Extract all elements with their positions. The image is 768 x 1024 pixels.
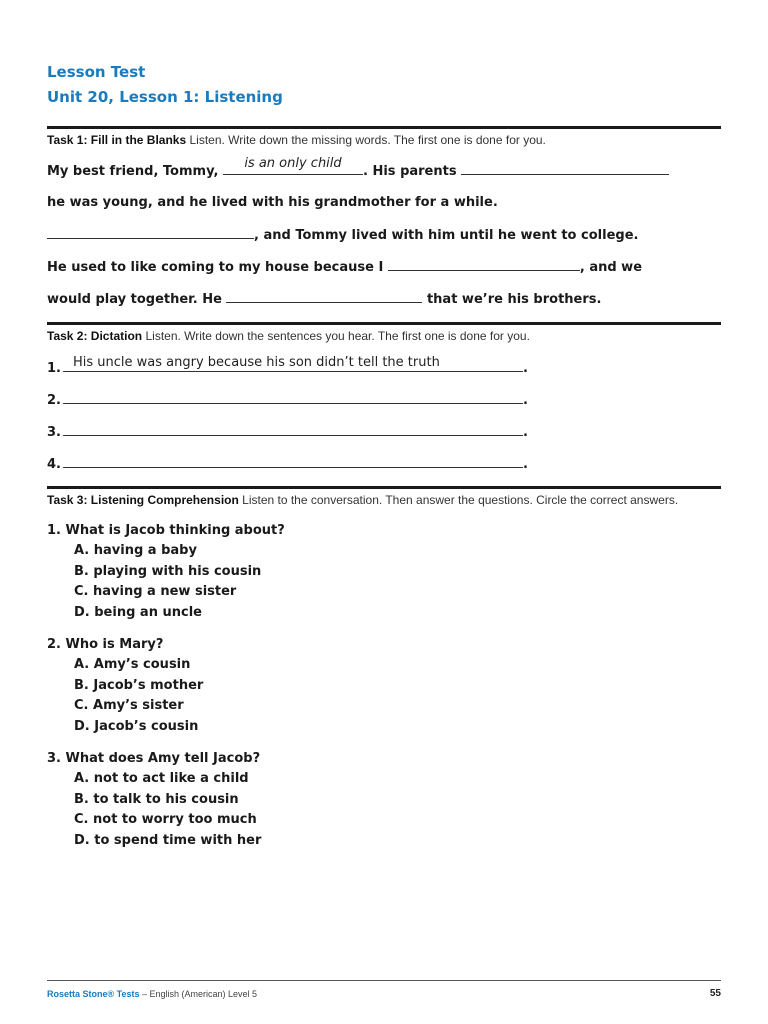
answer-option[interactable]: D. Jacob’s cousin [74,718,199,734]
answer-option[interactable]: A. having a baby [74,543,197,558]
answer-option[interactable]: A. Amy’s cousin [74,657,191,672]
question-3 [47,748,261,851]
task1-line-4: He used to like coming to my house because I , and we [47,257,642,277]
section-divider [47,486,721,489]
question-1 [47,520,285,623]
section-divider [47,322,721,325]
question-stem: 2. Who is Mary? [47,637,164,652]
task2-instruction [47,329,530,343]
task2-text: Listen. Write down the sentences you hear. The first one is done for you. [142,329,530,343]
task1-line-5: would play together. He that we’re his brothers. [47,289,601,309]
answer-option[interactable]: C. not to worry too much [74,812,257,827]
answer-option[interactable]: D. to spend time with her [74,832,262,848]
task1-instruction [47,133,546,147]
blank-3[interactable] [47,225,254,239]
dictation-line[interactable] [63,390,523,404]
answer-option[interactable]: A. not to act like a child [74,771,249,786]
footer [47,989,257,999]
task1-line-1: My best friend, Tommy, is an only child . His parents [47,161,669,181]
dictation-line[interactable] [63,454,523,468]
task1-label: Task 1: Fill in the Blanks [47,133,187,147]
question-stem: 1. What is Jacob thinking about? [47,523,285,538]
answer-option[interactable]: C. Amy’s sister [74,698,184,713]
blank-5[interactable] [226,289,422,303]
question-stem: 3. What does Amy tell Jacob? [47,751,261,766]
dictation-line[interactable] [63,422,523,436]
blank-2[interactable] [461,161,669,175]
footer-brand: Rosetta Stone® Tests [47,989,140,999]
answer-option[interactable]: C. having a new sister [74,584,237,599]
handwritten-answer: His uncle was angry because his son didn’t tell the truth [73,355,440,370]
blank-1[interactable] [223,156,363,175]
answer-option[interactable]: B. to talk to his cousin [74,791,239,807]
dictation-item: 1. His uncle was angry because his son didn’t tell the truth . [47,355,528,376]
task2-label: Task 2: Dictation [47,329,143,343]
answer-option[interactable]: B. Jacob’s mother [74,677,204,693]
answer-option[interactable]: D. being an uncle [74,604,202,620]
task1-line-2: he was young, and he lived with his grandmother for a while. [47,195,498,210]
page-number: 55 [709,988,721,999]
dictation-item: 3. . [47,422,528,440]
footer-divider [47,980,721,981]
task3-label: Task 3: Listening Comprehension [47,493,239,507]
page-header [47,60,283,110]
blank-4[interactable] [388,257,580,271]
handwritten-answer: is an only child [244,156,342,171]
section-divider [47,126,721,129]
page-subtitle: Unit 20, Lesson 1: Listening [47,88,283,106]
answer-option[interactable]: B. playing with his cousin [74,563,262,579]
dictation-item: 2. . [47,390,528,408]
page-title: Lesson Test [47,63,146,81]
task1-line-3: , and Tommy lived with him until he went to college. [47,225,638,245]
dictation-item: 4. . [47,454,528,472]
task3-text: Listen to the conversation. Then answer the questions. Circle the correct answers. [238,493,679,507]
question-2 [47,634,203,737]
footer-text: – English (American) Level 5 [139,989,258,999]
task3-instruction [47,493,678,507]
task1-text: Listen. Write down the missing words. The first one is done for you. [186,133,546,147]
dictation-line[interactable] [63,355,523,372]
